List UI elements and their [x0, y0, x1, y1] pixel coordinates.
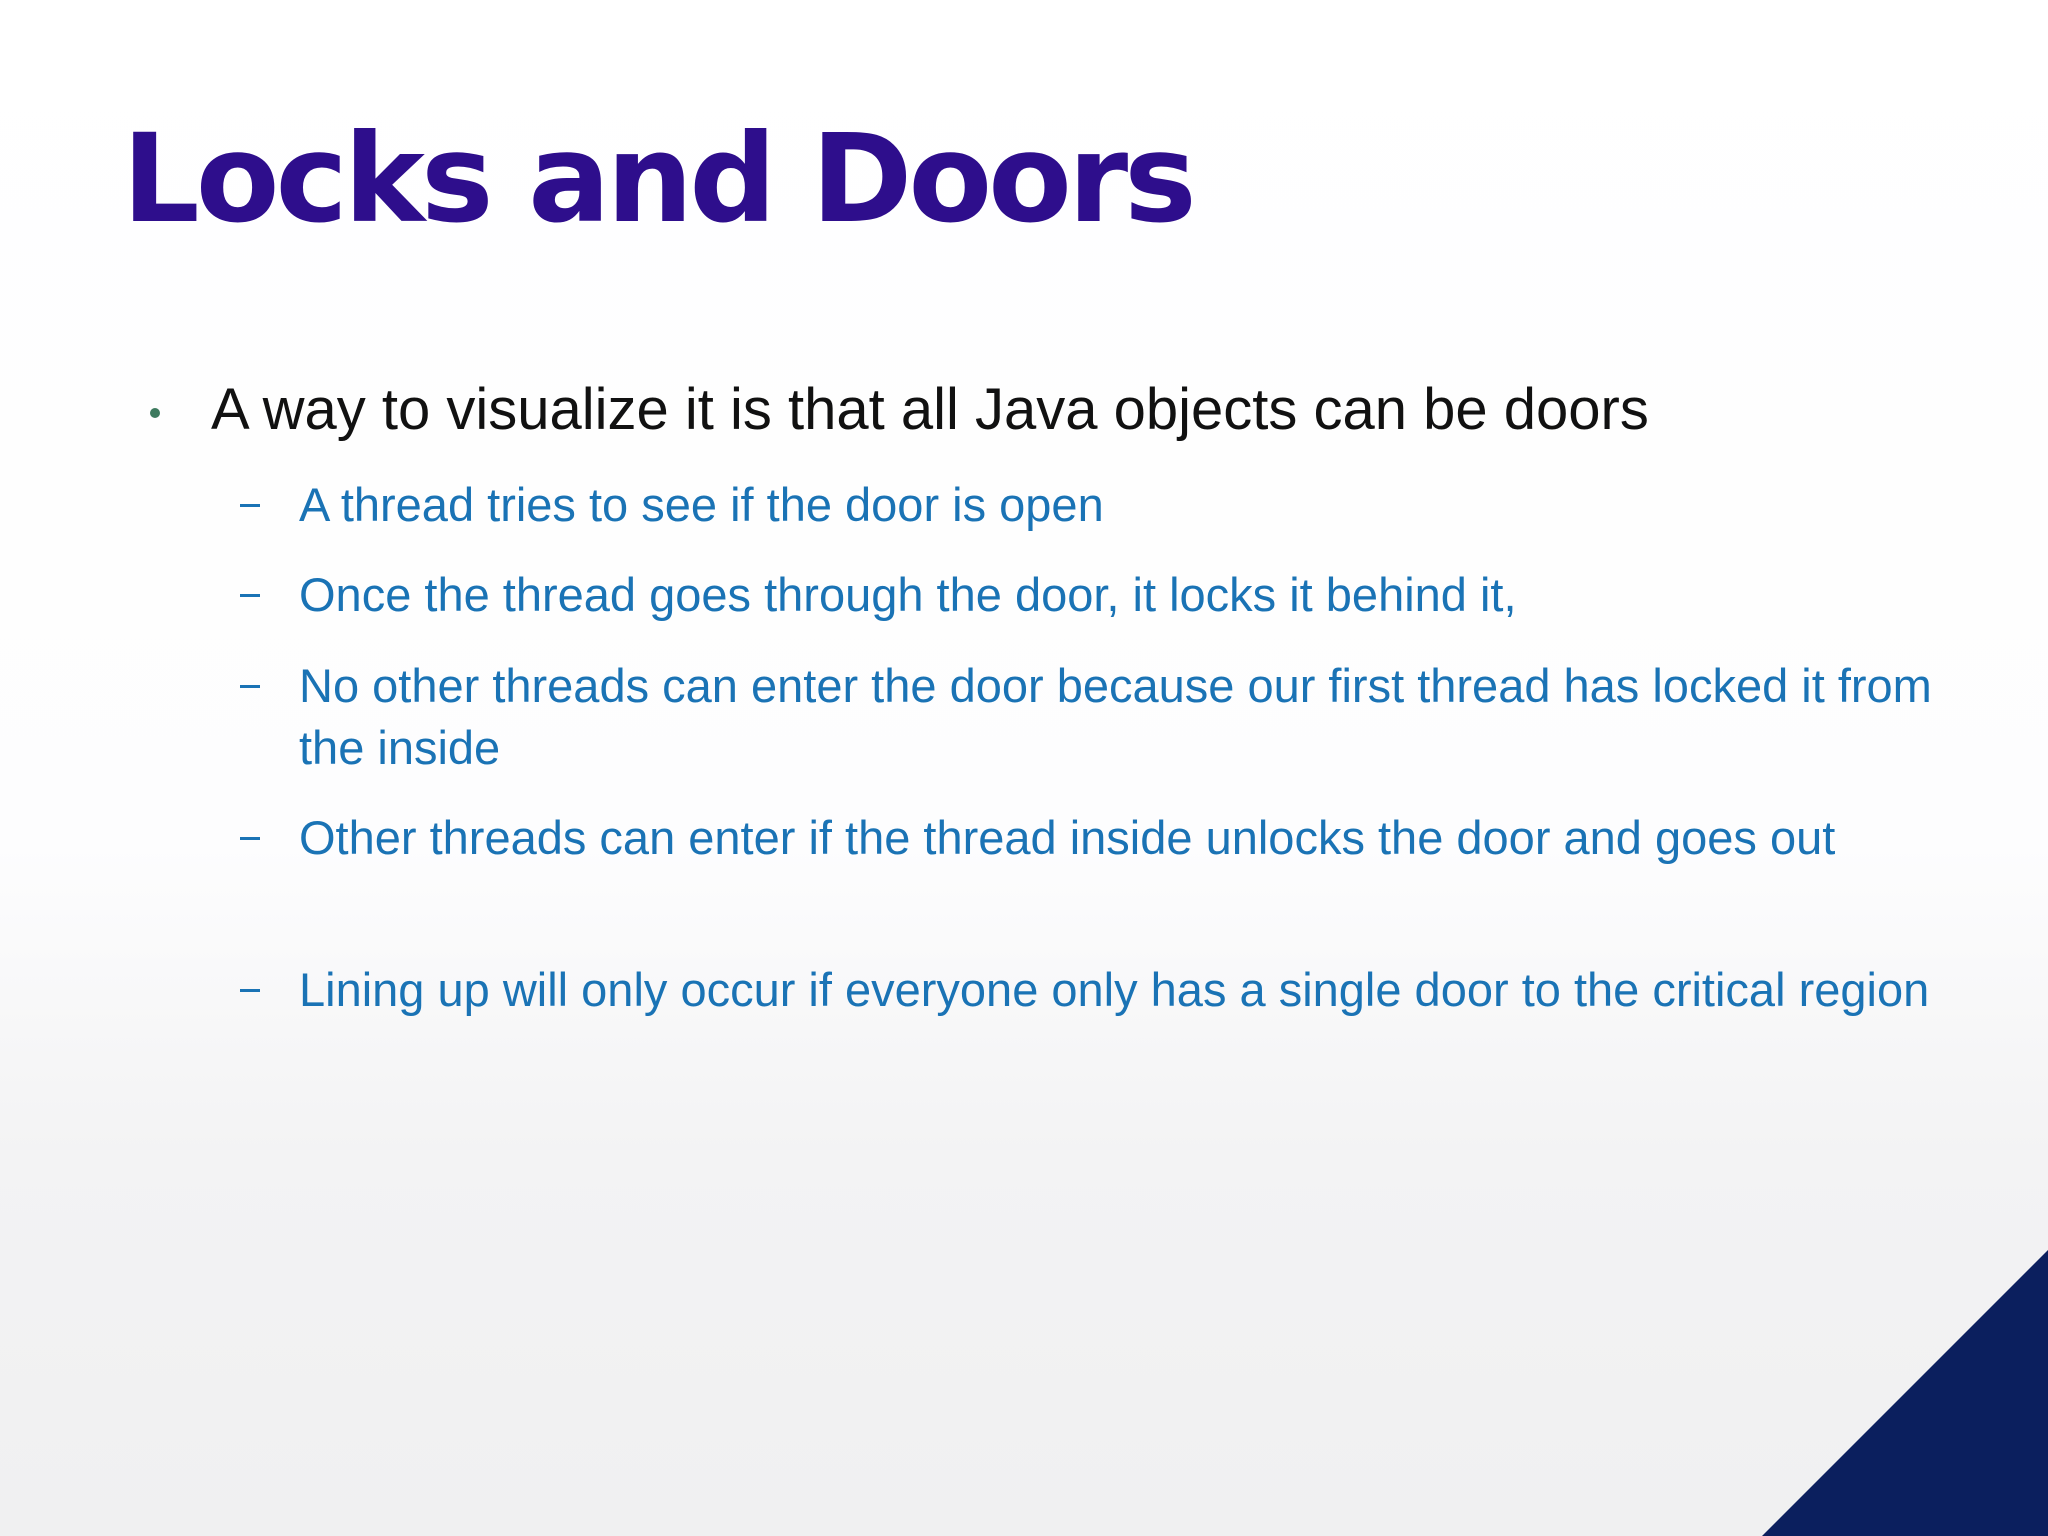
dash-icon	[240, 685, 260, 688]
dash-icon	[240, 594, 260, 597]
sub-bullet-text: A thread tries to see if the door is open	[299, 478, 1104, 531]
sub-bullet-text: No other threads can enter the door because our first thread has locked it from the inside	[299, 659, 1932, 774]
corner-triangle-decoration	[1762, 1250, 2048, 1536]
bullet-text: A way to visualize it is that all Java objects can be doors	[211, 377, 1649, 442]
bullet-dot-icon	[150, 408, 160, 418]
sub-bullet-text: Other threads can enter if the thread inside unlocks the door and goes out	[299, 811, 1836, 864]
sub-bullet-text: Lining up will only occur if everyone only has a single door to the critical region	[299, 963, 1930, 1016]
bullet-item	[0, 377, 2048, 447]
slide-title: Locks and Doors	[122, 108, 1193, 250]
corner-triangle-shape	[1762, 1250, 2048, 1536]
dash-icon	[240, 837, 260, 840]
dash-icon	[240, 504, 260, 507]
sub-bullet-text: Once the thread goes through the door, it locks it behind it,	[299, 568, 1517, 621]
dash-icon	[240, 989, 260, 992]
